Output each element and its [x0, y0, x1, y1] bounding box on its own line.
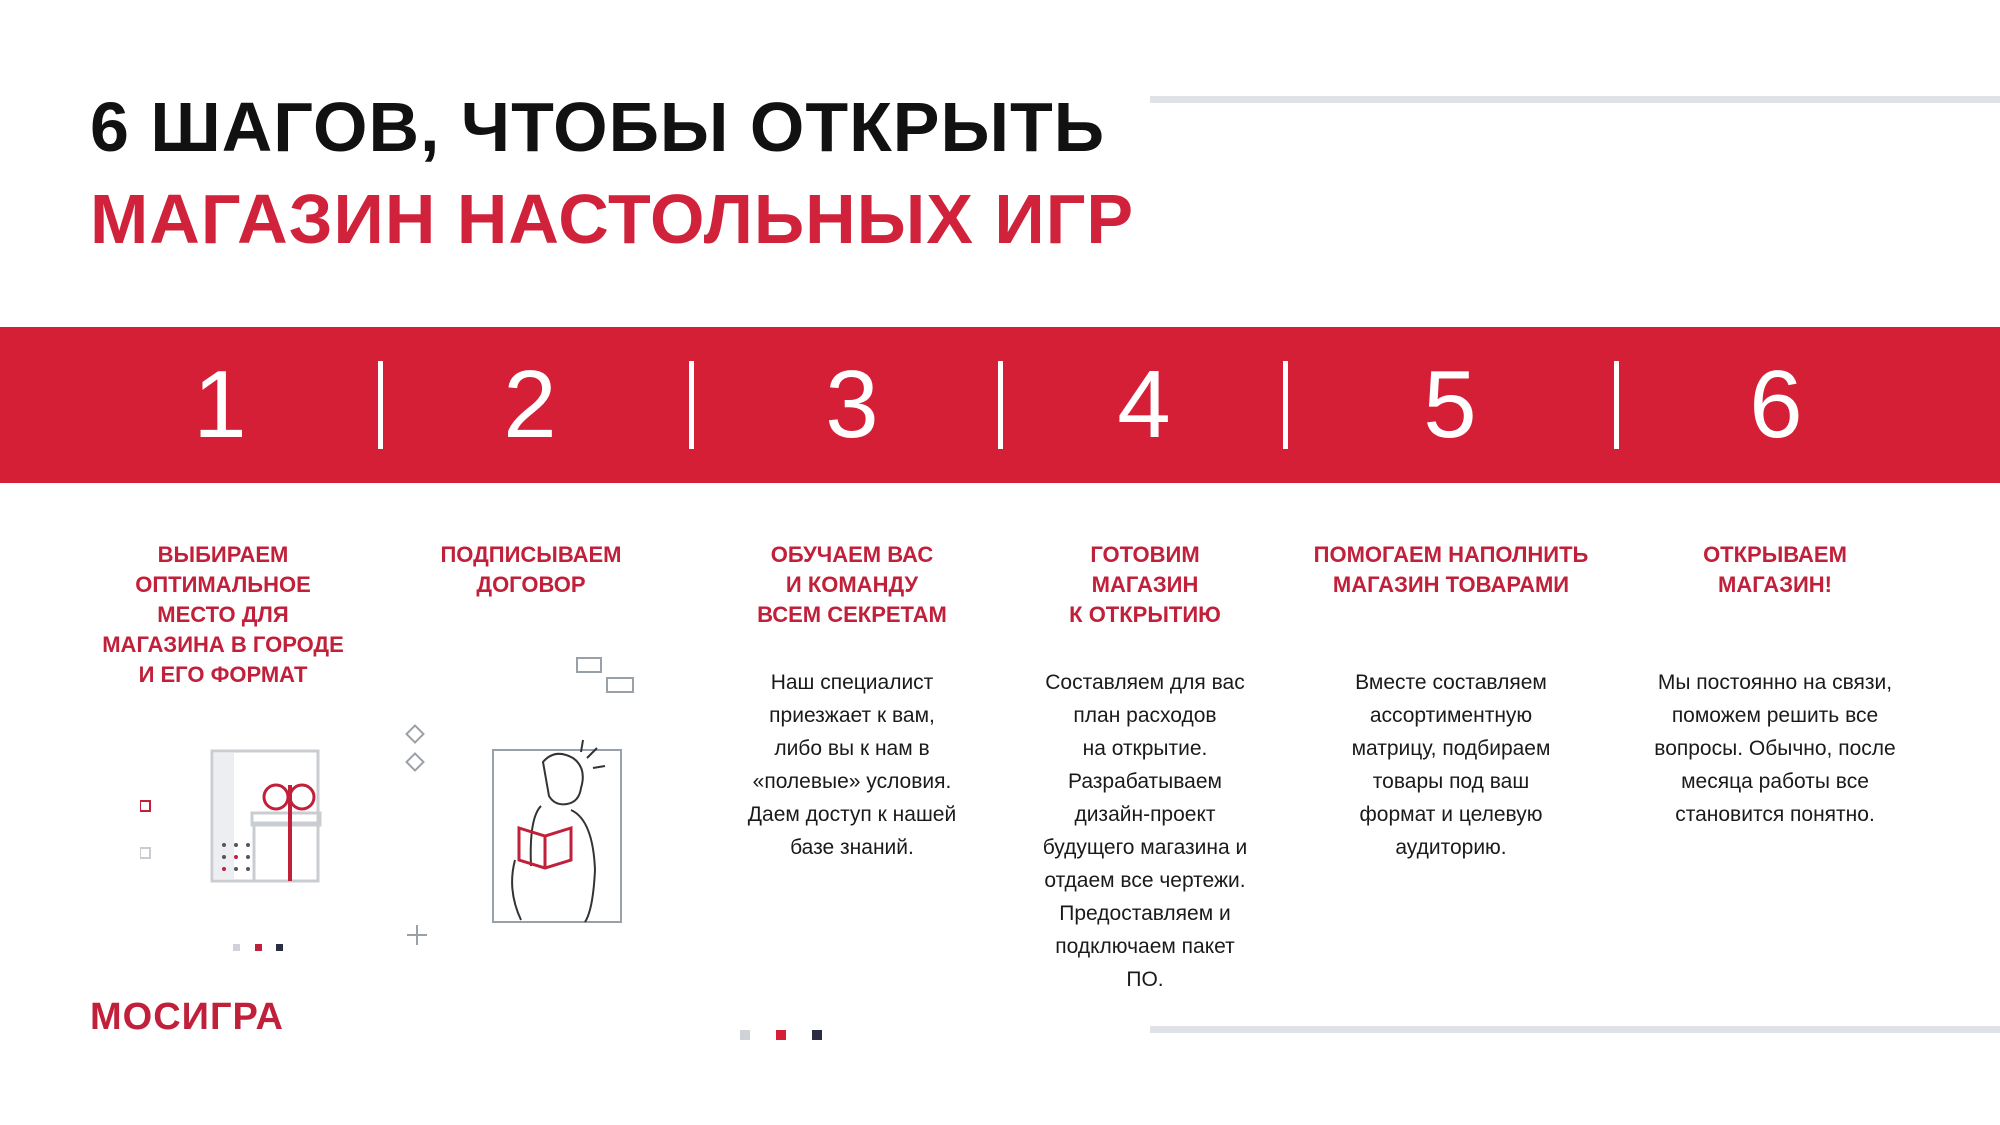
step-number-5: 5	[1423, 351, 1477, 458]
gift-box-icon	[140, 745, 340, 895]
step-title-2: ПОДПИСЫВАЕМ ДОГОВОР	[440, 542, 622, 597]
reading-person-icon	[395, 650, 645, 950]
decorative-dot	[276, 944, 283, 951]
step-number-3: 3	[825, 351, 879, 458]
decorative-dot	[812, 1030, 822, 1040]
step-description-5: Вместе составляем ассортиментную матрицу, подбираем товары под ваш формат и целевую аудиторию.	[1351, 671, 1551, 859]
brand-logo: МОСИГРА	[90, 996, 284, 1038]
step-title-1: ВЫБИРАЕМ ОПТИМАЛЬНОЕ МЕСТО ДЛЯ МАГАЗИНА В ГОРОДЕ И ЕГО ФОРМАТ	[102, 542, 344, 687]
step-number-4: 4	[1117, 351, 1171, 458]
step-title-6: ОТКРЫВАЕМ МАГАЗИН!	[1703, 542, 1847, 597]
step-number-2: 2	[503, 351, 557, 458]
step-number-6: 6	[1749, 351, 1803, 458]
decorative-line-bottom	[1150, 1026, 2000, 1033]
decorative-dot	[776, 1030, 786, 1040]
step-separator	[1283, 361, 1288, 449]
step-description-6: Мы постоянно на связи, поможем решить все вопросы. Обычно, после месяца работы все становится понятно.	[1654, 671, 1896, 826]
decorative-dot	[233, 944, 240, 951]
page-title-line2: МАГАЗИН НАСТОЛЬНЫХ ИГР	[90, 180, 1135, 258]
page-title-line1: 6 ШАГОВ, ЧТОБЫ ОТКРЫТЬ	[90, 88, 1106, 166]
decorative-dot	[740, 1030, 750, 1040]
step-title-3: ОБУЧАЕМ ВАС И КОМАНДУ ВСЕМ СЕКРЕТАМ	[757, 542, 947, 627]
step-title-5: ПОМОГАЕМ НАПОЛНИТЬ МАГАЗИН ТОВАРАМИ	[1313, 542, 1589, 597]
step-separator	[998, 361, 1003, 449]
step-separator	[1614, 361, 1619, 449]
decorative-line-top	[1150, 96, 2000, 103]
step-separator	[689, 361, 694, 449]
step-separator	[378, 361, 383, 449]
steps-band	[0, 327, 2000, 483]
step-number-1: 1	[193, 351, 247, 458]
decorative-dot	[255, 944, 262, 951]
step-description-4: Составляем для вас план расходов на открытие. Разрабатываем дизайн-проект будущего магазина и отдаем все чертежи. Предоставляем и подключаем пакет ПО.	[1042, 671, 1248, 991]
step-description-3: Наш специалист приезжает к вам, либо вы к нам в «полевые» условия. Даем доступ к нашей базе знаний.	[747, 671, 957, 859]
step-title-4: ГОТОВИМ МАГАЗИН К ОТКРЫТИЮ	[1069, 542, 1221, 627]
